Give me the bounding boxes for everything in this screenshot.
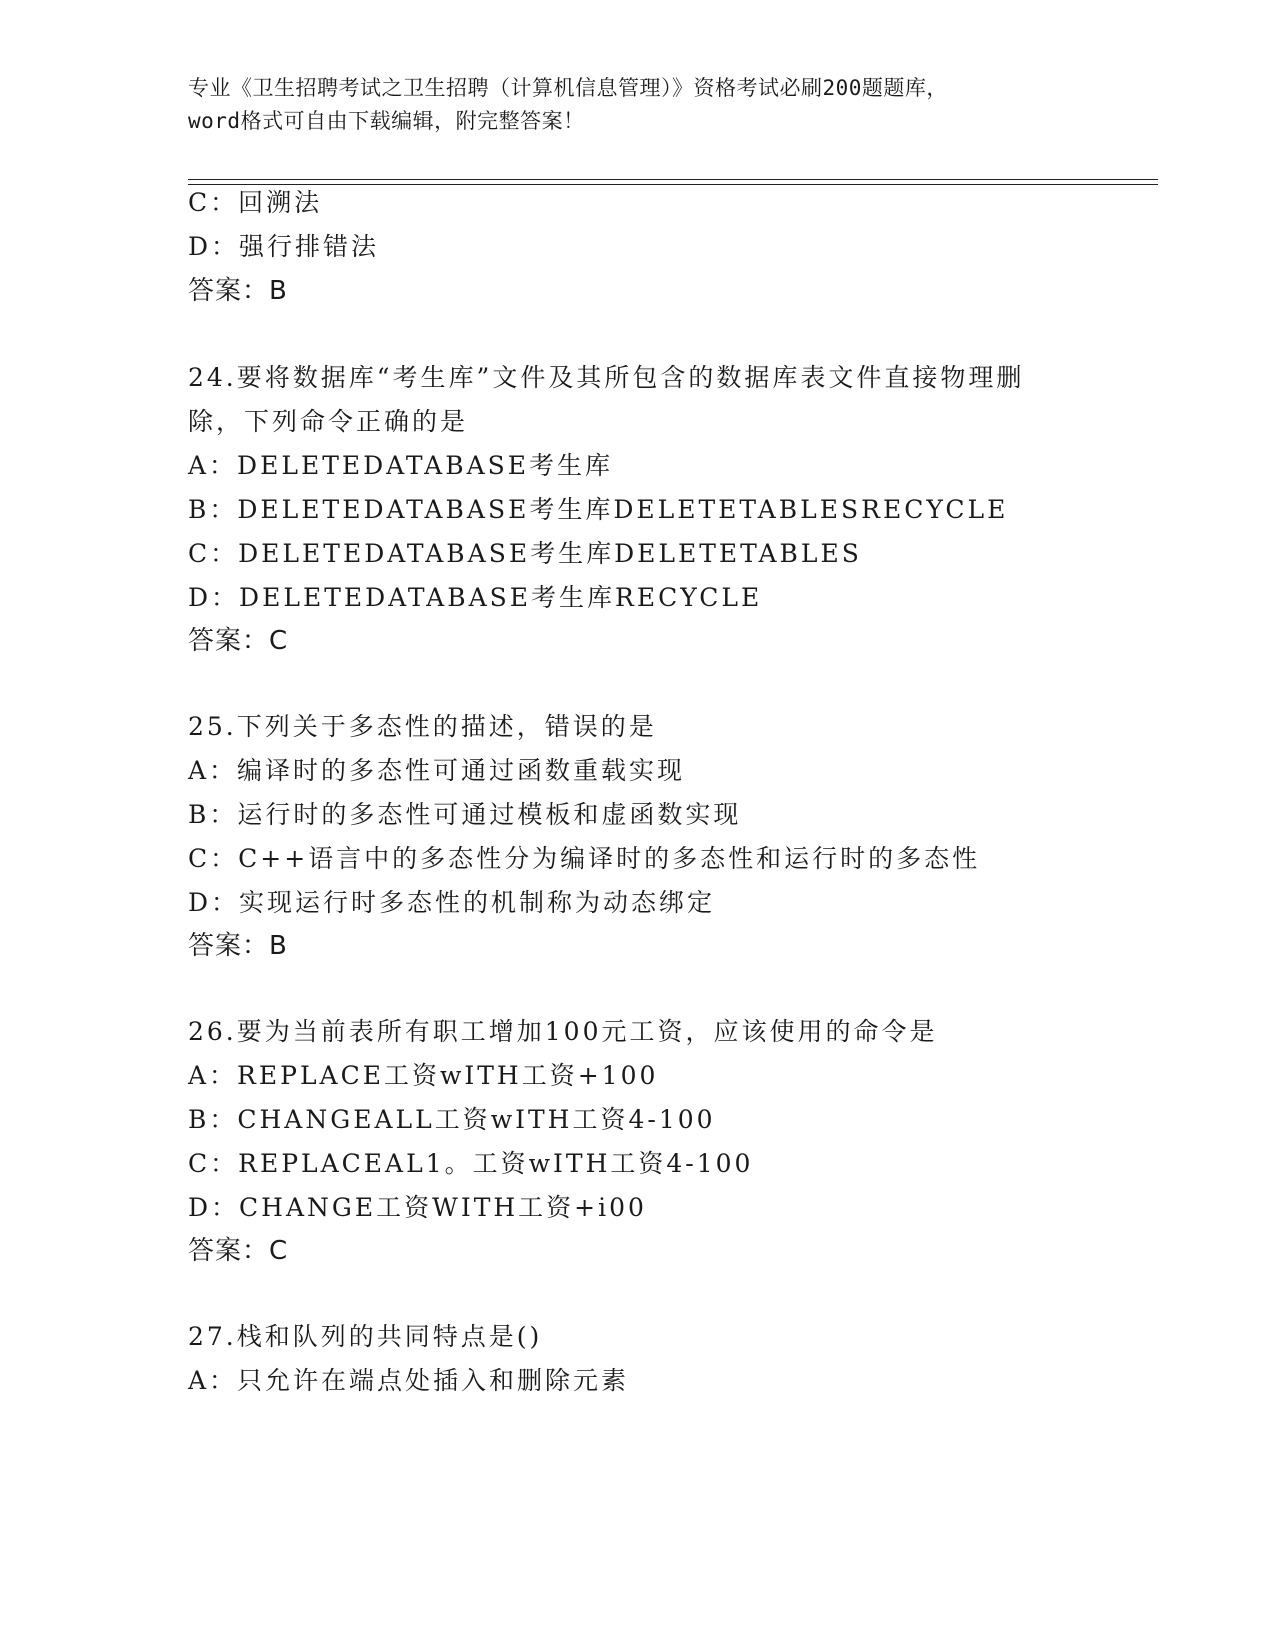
q26-stem: 26.要为当前表所有职工增加100元工资，应该使用的命令是 xyxy=(188,1017,938,1046)
header-line-1: 专业《卫生招聘考试之卫生招聘（计算机信息管理）》资格考试必刷200题题库， xyxy=(188,76,948,100)
q26-option-b: B：CHANGEALL工资wITH工资4-100 xyxy=(188,1105,716,1134)
q26-option-a: A：REPLACE工资wITH工资+100 xyxy=(188,1061,659,1090)
q27-stem: 27.栈和队列的共同特点是() xyxy=(188,1322,543,1351)
document-header xyxy=(188,72,1088,138)
q26-answer: 答案：C xyxy=(188,1236,289,1266)
q25-option-a: A：编译时的多态性可通过函数重载实现 xyxy=(188,756,686,785)
prev-option-d: D：强行排错法 xyxy=(188,232,380,261)
header-divider-bottom xyxy=(188,184,1158,185)
q24-answer: 答案：C xyxy=(188,626,289,656)
q24-option-a: A：DELETEDATABASE考生库 xyxy=(188,451,614,480)
q25-stem: 25.下列关于多态性的描述，错误的是 xyxy=(188,712,657,741)
header-line-2: word格式可自由下载编辑，附完整答案！ xyxy=(188,109,585,133)
prev-answer: 答案：B xyxy=(188,276,288,306)
q24-option-b: B：DELETEDATABASE考生库DELETETABLESRECYCLE xyxy=(188,495,1009,524)
q25-answer: 答案：B xyxy=(188,931,288,961)
q24-option-c: C：DELETEDATABASE考生库DELETETABLES xyxy=(188,539,862,568)
q25-option-b: B：运行时的多态性可通过模板和虚函数实现 xyxy=(188,800,742,829)
q24-option-d: D：DELETEDATABASE考生库RECYCLE xyxy=(188,583,763,612)
q25-option-c: C：C++语言中的多态性分为编译时的多态性和运行时的多态性 xyxy=(188,844,981,873)
q26-option-c: C：REPLACEAL1。工资wITH工资4-100 xyxy=(188,1149,754,1178)
q26-option-d: D：CHANGE工资WITH工资+i00 xyxy=(188,1193,647,1222)
q24-stem-line-2: 除，下列命令正确的是 xyxy=(188,407,469,436)
header-divider-top xyxy=(188,179,1158,180)
q27-option-a: A：只允许在端点处插入和删除元素 xyxy=(188,1366,630,1395)
q24-stem-line-1: 24.要将数据库“考生库”文件及其所包含的数据库表文件直接物理删 xyxy=(188,363,1025,392)
q25-option-d: D：实现运行时多态性的机制称为动态绑定 xyxy=(188,888,716,917)
prev-option-c: C：回溯法 xyxy=(188,188,323,217)
